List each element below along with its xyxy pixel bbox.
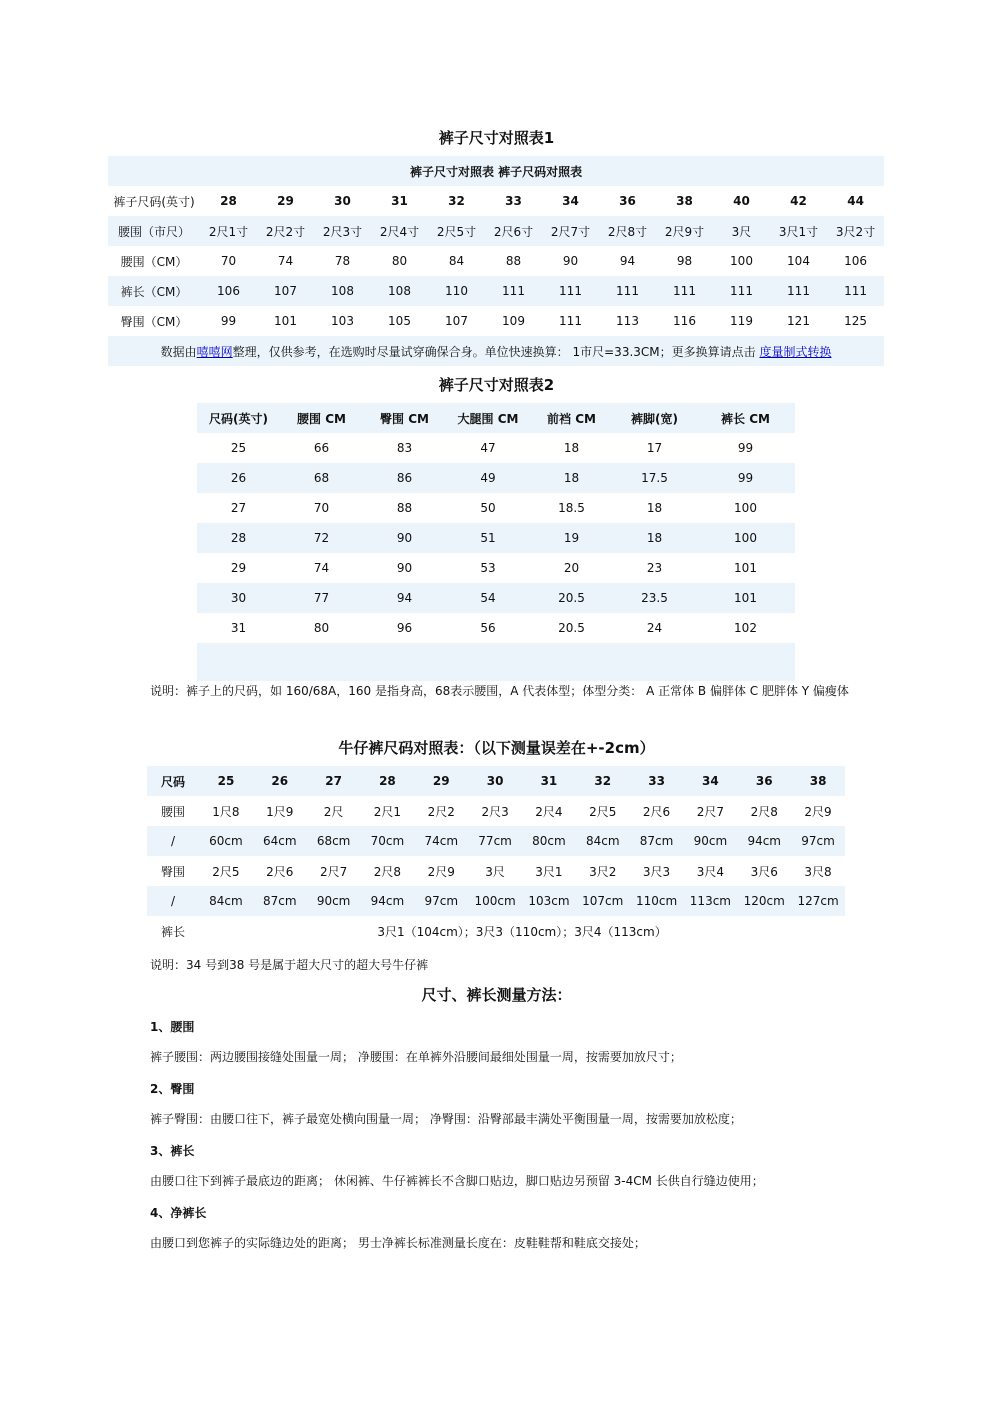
table3-cell: 1尺9 (266, 804, 294, 819)
table1-cell: 116 (673, 314, 696, 328)
size-table-2 (197, 403, 795, 681)
table3-cell: 2尺1 (373, 804, 402, 819)
table2-cell: 20.5 (558, 591, 585, 605)
table1-cell: 107 (445, 314, 468, 328)
table3-column-header: 26 (271, 774, 289, 788)
table3-cell: 2尺7 (319, 864, 348, 879)
table1-cell: 111 (730, 284, 753, 298)
table2-cell: 90 (396, 531, 413, 545)
table3-cell: 68cm (316, 834, 351, 848)
table1-cell: 2尺2寸 (265, 224, 306, 239)
table-row (197, 553, 795, 583)
table1-size-header: 38 (676, 194, 693, 208)
table1-cell: 90 (562, 254, 579, 268)
table2-cell: 96 (396, 621, 413, 635)
table2-cell: 30 (230, 591, 247, 605)
table3-cell: 2尺 (323, 804, 344, 819)
table2-cell: 31 (230, 621, 247, 635)
table1-cell: 94 (619, 254, 636, 268)
table3-column-header: 32 (594, 774, 612, 788)
table3-cell: 110cm (635, 894, 678, 908)
table3-cell: 90cm (316, 894, 351, 908)
table3-cell: 3尺2 (589, 864, 617, 879)
table3-column-header: 34 (702, 774, 719, 788)
table1-cell: 111 (844, 284, 868, 298)
table3-column-header: 27 (325, 774, 342, 788)
table1-cell: 88 (505, 254, 522, 268)
note-text: 整理，仅供参考，在选购时尽量试穿确保合身。单位快速换算： 1市尺=33.3CM；更多换算请点击 (232, 344, 756, 359)
table1-cell: 98 (676, 254, 693, 268)
table1-cell: 100 (730, 254, 753, 268)
table1-cell: 108 (388, 284, 411, 298)
table2-cell: 26 (230, 471, 247, 485)
table1-cell: 2尺3寸 (322, 224, 363, 239)
table2-column-header: 尺码(英寸) (209, 411, 268, 426)
table1-row-label: 臀围（CM） (120, 314, 188, 329)
table2-cell: 94 (396, 591, 413, 605)
table1-cell: 3尺 (731, 224, 752, 239)
table3-cell: 2尺2 (427, 804, 455, 819)
method-heading-length: 3、裤长 (150, 1144, 195, 1158)
table1-cell: 108 (331, 284, 354, 298)
table3-cell: 113cm (689, 894, 731, 908)
table3-cell: 90cm (693, 834, 728, 848)
table1-cell: 109 (502, 314, 525, 328)
table3-cell: 120cm (743, 894, 785, 908)
table2-cell: 99 (737, 441, 754, 455)
table2-cell: 74 (313, 561, 330, 575)
table3-cell: 2尺6 (642, 804, 671, 819)
table1-size-header: 36 (619, 194, 636, 208)
table-row (147, 796, 845, 826)
xixi-link[interactable]: 嘻嘻网 (196, 344, 233, 359)
unit-conversion-link[interactable]: 度量制式转换 (759, 344, 832, 359)
table3-row-label: 臀围 (161, 864, 186, 879)
table1-cell: 111 (673, 284, 696, 298)
method-text-length: 由腰口往下到裤子最底边的距离； 休闲裤、牛仔裤裤长不含脚口贴边，脚口贴边另预留 3-4CM 长供自行缝边使用； (150, 1174, 764, 1188)
table3-cell: 2尺6 (266, 864, 294, 879)
table2-cell: 17 (646, 441, 663, 455)
table2-cell: 50 (480, 501, 496, 515)
table3-cell: 2尺7 (696, 804, 725, 819)
table1-cell: 106 (844, 254, 868, 268)
table1-size-header: 34 (562, 194, 579, 208)
table-row (197, 523, 795, 553)
table1-row-label: 裤长（CM） (120, 284, 188, 299)
table3-cell: 100cm (474, 894, 516, 908)
table1-cell: 2尺7寸 (550, 224, 591, 239)
table2-cell: 23.5 (641, 591, 668, 605)
table3-cell: 2尺9 (804, 804, 832, 819)
table2-cell: 86 (396, 471, 413, 485)
table1-row-label: 腰围（CM） (120, 254, 188, 269)
table2-cell: 47 (480, 441, 496, 455)
table3-cell: 2尺5 (589, 804, 617, 819)
table2-cell: 23 (646, 561, 663, 575)
table3-cell: 127cm (797, 894, 839, 908)
table1-cell: 2尺9寸 (664, 224, 705, 239)
table-row (197, 583, 795, 613)
table3-row-label: 腰围 (161, 804, 186, 819)
method-text-net-length: 由腰口到您裤子的实际缝边处的距离； 男士净裤长标准测量长度在：皮鞋鞋帮和鞋底交接处； (150, 1236, 646, 1250)
table2-note: 说明：裤子上的尺码，如 160/68A，160 是指身高，68表示腰围，A 代表体型；体型分类： A 正常体 B 偏胖体 C 肥胖体 Y 偏瘦体 (150, 684, 849, 698)
table2-cell: 83 (396, 441, 413, 455)
table3-cell: 97cm (801, 834, 835, 848)
table3-column-header: 31 (540, 774, 558, 788)
method-heading-hip: 2、臀围 (150, 1082, 195, 1096)
table1-cell: 113 (616, 314, 639, 328)
table1-cell: 111 (559, 284, 582, 298)
table2-cell: 20.5 (558, 621, 585, 635)
table1-cell: 111 (502, 284, 525, 298)
method-text-waist: 裤子腰围：两边腰围接缝处围量一周； 净腰围：在单裤外沿腰间最细处围量一周，按需要加放尺寸； (150, 1050, 682, 1064)
table3-cell: 3尺1 (535, 864, 563, 879)
table1-cell: 2尺6寸 (493, 224, 534, 239)
table2-cell: 99 (737, 471, 754, 485)
table1-cell: 106 (217, 284, 240, 298)
table3-cell: 1尺8 (212, 804, 240, 819)
table1-cell: 2尺4寸 (379, 224, 420, 239)
table1-cell: 101 (274, 314, 297, 328)
table2-cell: 19 (563, 531, 580, 545)
table3-column-header: 38 (809, 774, 827, 788)
table3-cell: 84cm (585, 834, 620, 848)
table3-title: 牛仔裤尺码对照表：（以下测量误差在+-2cm） (338, 739, 655, 757)
table3-cell: 74cm (424, 834, 459, 848)
table2-cell: 54 (480, 591, 496, 605)
table3-cell: 2尺8 (373, 864, 402, 879)
table1-cell: 121 (787, 314, 810, 328)
method-title: 尺寸、裤长测量方法： (421, 986, 572, 1004)
table1-row-label: 腰围（市尺） (117, 224, 190, 239)
method-text-hip: 裤子臀围：由腰口往下，裤子最宽处横向围量一周； 净臀围：沿臀部最丰满处平衡围量一周，按需要加放松度； (150, 1112, 742, 1126)
table2-cell: 53 (480, 561, 496, 575)
table2-cell: 70 (313, 501, 330, 515)
table1-cell: 125 (844, 314, 868, 328)
table3-row-label: / (170, 834, 176, 848)
table3-cell: 103cm (528, 894, 570, 908)
table2-column-header: 裤长 CM (721, 411, 770, 426)
table2-cell: 17.5 (641, 471, 668, 485)
table1-size-header: 33 (505, 194, 522, 208)
table2-cell: 100 (734, 501, 757, 515)
table1-size-header: 29 (277, 194, 294, 208)
table2-cell: 18 (563, 441, 580, 455)
table1-cell: 78 (334, 254, 351, 268)
table3-length-value: 3尺1（104cm）；3尺3（110cm）；3尺4（113cm） (377, 924, 667, 939)
table3-cell: 3尺6 (750, 864, 778, 879)
table3-cell: 94cm (747, 834, 781, 848)
table1-size-header: 42 (790, 194, 807, 208)
table3-cell: 64cm (262, 834, 297, 848)
table1-cell: 119 (730, 314, 753, 328)
table1-cell: 3尺1寸 (778, 224, 819, 239)
table3-note: 说明：34 号到38 号是属于超大尺寸的超大号牛仔裤 (150, 958, 429, 972)
table3-cell: 3尺4 (696, 864, 725, 879)
table2-cell: 80 (313, 621, 330, 635)
table1-title: 裤子尺寸对照表1 (438, 129, 555, 147)
table3-cell: 2尺3 (481, 804, 509, 819)
table1-header-label: 裤子尺码(英寸) (113, 194, 195, 209)
table1-note (108, 336, 884, 366)
table2-cell: 25 (230, 441, 247, 455)
table3-column-header: 28 (379, 774, 396, 788)
method-heading-waist: 1、腰围 (150, 1020, 195, 1034)
table2-cell: 101 (734, 561, 757, 575)
table2-cell: 18.5 (558, 501, 585, 515)
table1-cell: 2尺8寸 (607, 224, 648, 239)
table-row (197, 433, 795, 463)
table2-cell: 56 (480, 621, 496, 635)
table3-cell: 87cm (262, 894, 297, 908)
table2-cell: 20 (563, 561, 580, 575)
table3-column-header: 36 (755, 774, 773, 788)
table2-cell: 100 (734, 531, 757, 545)
table2-cell: 51 (480, 531, 496, 545)
table3-cell: 3尺 (485, 864, 505, 879)
table1-cell: 105 (388, 314, 411, 328)
table3-cell: 3尺8 (804, 864, 832, 879)
table1-size-header: 40 (733, 194, 750, 208)
table1-cell: 84 (448, 254, 465, 268)
table1-cell: 80 (391, 254, 408, 268)
table2-cell: 66 (313, 441, 330, 455)
table3-cell: 77cm (478, 834, 512, 848)
table2-column-header: 大腿围 CM (457, 411, 519, 426)
table1-cell: 111 (787, 284, 810, 298)
table2-cell: 18 (563, 471, 580, 485)
table1-cell: 111 (616, 284, 639, 298)
table2-cell: 49 (480, 471, 496, 485)
table2-column-header: 臀围 CM (380, 411, 429, 426)
table2-cell: 28 (230, 531, 247, 545)
table-row (197, 493, 795, 523)
table2-empty-row (197, 643, 795, 681)
table-row (147, 886, 845, 916)
table2-cell: 18 (646, 531, 663, 545)
table-row (147, 826, 845, 856)
table2-cell: 90 (396, 561, 413, 575)
table-row (197, 613, 795, 643)
size-table-1 (108, 156, 884, 366)
table3-column-header: 30 (486, 774, 504, 788)
table2-column-header: 裤脚(宽) (631, 411, 678, 426)
table2-column-header: 腰围 CM (297, 411, 346, 426)
table3-cell: 3尺3 (642, 864, 671, 879)
table3-cell: 70cm (370, 834, 405, 848)
table2-column-header: 前裆 CM (547, 411, 596, 426)
table1-cell: 107 (274, 284, 297, 298)
table1-cell: 70 (220, 254, 237, 268)
table1-size-header: 31 (391, 194, 408, 208)
table1-cell: 74 (277, 254, 294, 268)
table3-cell: 2尺8 (750, 804, 778, 819)
table2-cell: 88 (396, 501, 413, 515)
table1-cell: 3尺2寸 (835, 224, 876, 239)
table3-cell: 107cm (582, 894, 624, 908)
method-heading-net-length: 4、净裤长 (150, 1206, 207, 1220)
table2-cell: 68 (313, 471, 330, 485)
table1-size-header: 28 (220, 194, 237, 208)
table3-cell: 87cm (639, 834, 674, 848)
table3-column-header: 尺码 (161, 774, 186, 789)
table2-cell: 24 (646, 621, 663, 635)
table3-cell: 94cm (370, 894, 405, 908)
table2-cell: 101 (734, 591, 757, 605)
table1-cell: 103 (331, 314, 354, 328)
note-text: 数据由 (160, 344, 197, 359)
table3-cell: 80cm (532, 834, 566, 848)
table1-cell: 2尺1寸 (208, 224, 249, 239)
table3-cell: 2尺4 (535, 804, 563, 819)
table1-size-header: 32 (448, 194, 465, 208)
table3-cell: 60cm (209, 834, 243, 848)
table1-cell: 99 (220, 314, 237, 328)
table3-cell: 84cm (209, 894, 243, 908)
table1-cell: 104 (787, 254, 810, 268)
table2-cell: 18 (646, 501, 663, 515)
jeans-size-table (147, 766, 845, 946)
table2-cell: 29 (230, 561, 247, 575)
table-row (147, 856, 845, 886)
table3-length-label: 裤长 (161, 924, 186, 939)
table2-title: 裤子尺寸对照表2 (438, 376, 555, 394)
table3-cell: 2尺9 (427, 864, 455, 879)
table1-size-header: 44 (847, 194, 864, 208)
table3-column-header: 29 (432, 774, 450, 788)
table3-cell: 97cm (424, 894, 459, 908)
table1-size-header: 30 (334, 194, 351, 208)
table1-cell: 2尺5寸 (436, 224, 477, 239)
table2-cell: 77 (313, 591, 330, 605)
table3-column-header: 25 (217, 774, 235, 788)
table2-cell: 27 (230, 501, 247, 515)
table1-cell: 111 (559, 314, 582, 328)
table2-cell: 102 (734, 621, 757, 635)
table3-row-label: / (170, 894, 176, 908)
table1-caption: 裤子尺寸对照表 裤子尺码对照表 (409, 164, 583, 179)
table-row (197, 463, 795, 493)
table1-cell: 110 (445, 284, 468, 298)
table2-cell: 72 (313, 531, 330, 545)
table3-column-header: 33 (648, 774, 665, 788)
table3-cell: 2尺5 (212, 864, 240, 879)
